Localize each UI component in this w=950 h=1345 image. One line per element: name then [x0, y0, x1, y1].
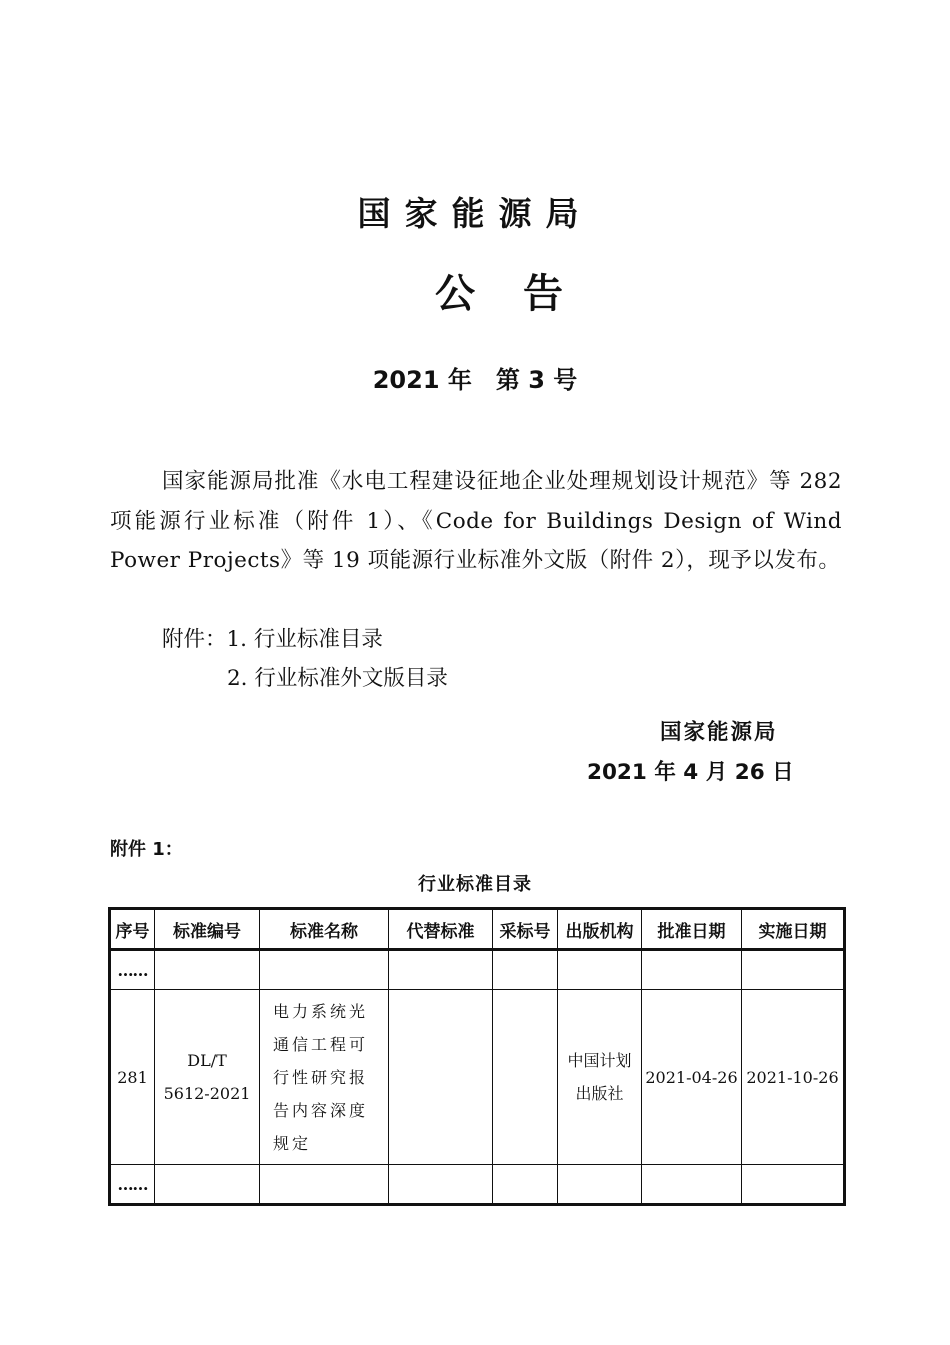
empty-cell: [558, 1165, 642, 1205]
cell-name: 电力系统光 通信工程可 行性研究报 告内容深度 规定: [260, 990, 389, 1165]
empty-cell: [493, 1165, 558, 1205]
table-header-row: [110, 909, 845, 950]
cell-replaces: [389, 990, 493, 1165]
col-header-name: 标准名称: [260, 909, 389, 950]
ellipsis-cell: ……: [110, 1165, 155, 1205]
empty-cell: [558, 950, 642, 990]
cell-std-no: DL/T 5612-2021: [155, 990, 260, 1165]
col-header-replaces: 代替标准: [389, 909, 493, 950]
col-header-adopted-no: 采标号: [493, 909, 558, 950]
agency-heading: 国家能源局: [357, 194, 593, 233]
notice-body-paragraph: 国家能源局批准《水电工程建设征地企业处理规划设计规范》等 282 项能源行业标准（附件 1）、《Code for Buildings Design of Wind Power Projects》等 19 项能源行业标准外文版（附件 2），现予以发布。: [110, 469, 842, 573]
table-row-ellipsis-top: [110, 950, 845, 990]
col-header-std-no: 标准编号: [155, 909, 260, 950]
table-row: [110, 990, 845, 1165]
table-title: 行业标准目录: [418, 874, 532, 895]
empty-cell: [493, 950, 558, 990]
signature-date: 2021 年 4 月 26 日: [587, 760, 794, 785]
ellipsis-cell: ……: [110, 950, 155, 990]
attachment-list-line-2: 2. 行业标准外文版目录: [227, 666, 448, 691]
empty-cell: [389, 950, 493, 990]
col-header-approval-date: 批准日期: [642, 909, 742, 950]
empty-cell: [742, 1165, 845, 1205]
empty-cell: [155, 1165, 260, 1205]
empty-cell: [642, 1165, 742, 1205]
notice-number: 2021 年 第 3 号: [372, 366, 578, 394]
cell-adopted-no: [493, 990, 558, 1165]
col-header-effective-date: 实施日期: [742, 909, 845, 950]
cell-effective-date: 2021-10-26: [742, 990, 845, 1165]
empty-cell: [155, 950, 260, 990]
notice-title: 公告: [435, 271, 611, 317]
empty-cell: [742, 950, 845, 990]
signature-agency: 国家能源局: [660, 720, 778, 745]
table-row-ellipsis-bottom: [110, 1165, 845, 1205]
cell-approval-date: 2021-04-26: [642, 990, 742, 1165]
col-header-publisher: 出版机构: [558, 909, 642, 950]
attachment-list-line-1: 附件：1. 行业标准目录: [162, 627, 383, 652]
col-header-seq: 序号: [110, 909, 155, 950]
empty-cell: [260, 950, 389, 990]
standards-table: [108, 907, 846, 1206]
cell-seq: 281: [110, 990, 155, 1165]
appendix-label: 附件 1：: [110, 839, 183, 860]
empty-cell: [389, 1165, 493, 1205]
empty-cell: [260, 1165, 389, 1205]
cell-publisher: 中国计划 出版社: [558, 990, 642, 1165]
empty-cell: [642, 950, 742, 990]
